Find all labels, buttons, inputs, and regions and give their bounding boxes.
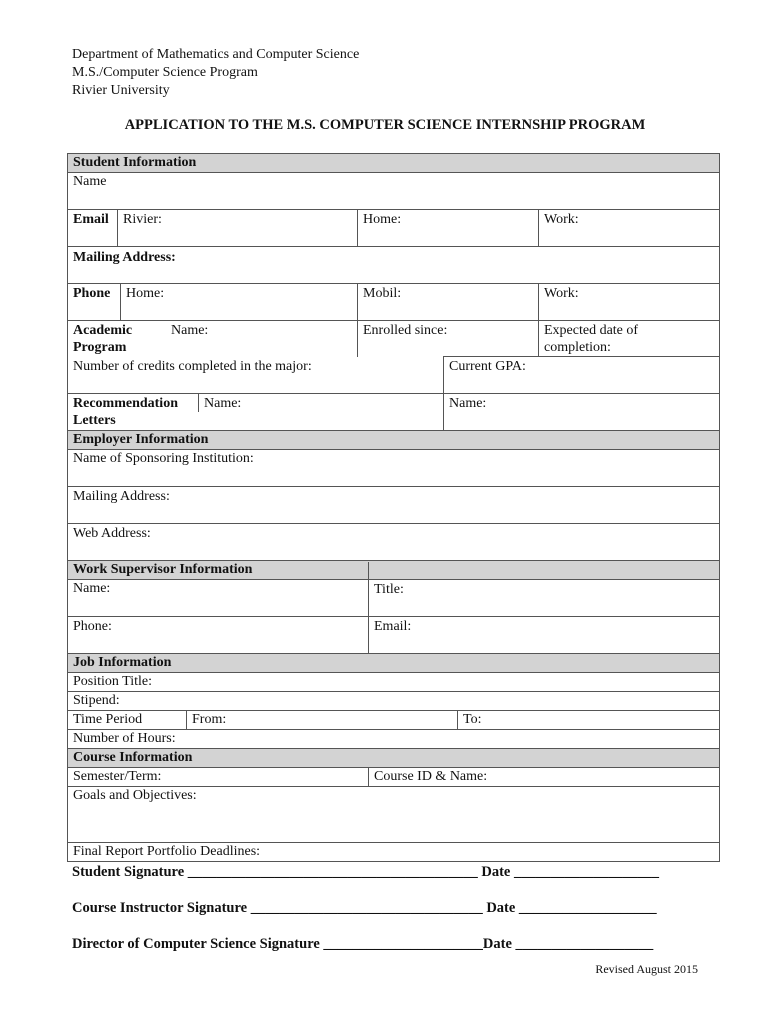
email-home-field[interactable]: Home: (357, 210, 538, 246)
section-work-supervisor: Work Supervisor Information (68, 561, 719, 580)
deadlines-field[interactable] (68, 843, 719, 862)
university-line: Rivier University (72, 83, 170, 98)
mailing-address-field[interactable] (68, 247, 719, 284)
recommendation-row (68, 394, 719, 431)
hours-label: Number of Hours: (73, 731, 176, 746)
student-signature-text: Student Signature ________________________________________ Date ____________________ (72, 864, 659, 880)
academic-program-label (68, 322, 137, 356)
email-rivier-field[interactable]: Rivier: (117, 210, 357, 246)
recommendation-label-line2: Letters (73, 413, 116, 428)
email-label: Email (73, 212, 109, 227)
supervisor-phone-field[interactable]: Phone: (73, 619, 112, 634)
stipend-label: Stipend: (73, 693, 120, 708)
expected-label-line1: Expected date of (544, 323, 639, 338)
director-signature-text: Director of Computer Science Signature ______________________Date ___________________ (72, 936, 654, 952)
hours-field[interactable] (68, 730, 719, 749)
current-gpa-field[interactable]: Current GPA: (443, 357, 719, 393)
academic-label-line2: Program (73, 340, 127, 355)
application-form (67, 153, 720, 862)
director-signature-line[interactable] (72, 936, 653, 953)
stipend-field[interactable] (68, 692, 719, 711)
academic-label-line1: Academic (73, 323, 133, 338)
document-header (72, 46, 359, 100)
supervisor-title-field[interactable]: Title: (368, 562, 719, 616)
employer-mailing-field[interactable] (68, 487, 719, 524)
instructor-signature-line[interactable] (72, 900, 657, 917)
supervisor-row-2 (68, 617, 719, 654)
email-row (68, 210, 719, 247)
recommendation-label (68, 394, 198, 430)
mailing-address-label: Mailing Address: (73, 250, 176, 265)
student-name-field[interactable] (68, 173, 719, 210)
department-line: Department of Mathematics and Computer Science (72, 47, 360, 62)
section-job-information: Job Information (68, 654, 719, 673)
sponsoring-institution-label: Name of Sponsoring Institution: (73, 451, 254, 466)
phone-mobil-field[interactable]: Mobil: (357, 284, 538, 320)
phone-row (68, 284, 719, 321)
position-title-field[interactable] (68, 673, 719, 692)
time-from-field[interactable]: From: (186, 711, 457, 729)
time-to-field[interactable]: To: (457, 711, 719, 729)
expected-label-line2: completion: (544, 340, 611, 355)
supervisor-email-field[interactable]: Email: (368, 617, 719, 653)
time-period-label: Time Period (73, 712, 143, 727)
enrolled-since-field[interactable]: Enrolled since: (357, 321, 538, 357)
position-title-label: Position Title: (73, 674, 152, 689)
web-address-field[interactable] (68, 524, 719, 561)
employer-mailing-label: Mailing Address: (73, 489, 170, 504)
student-signature-line[interactable] (72, 864, 659, 881)
course-row (68, 768, 719, 787)
supervisor-name-field[interactable]: Name: (73, 581, 111, 596)
section-course-information: Course Information (68, 749, 719, 768)
deadlines-label: Final Report Portfolio Deadlines: (73, 844, 261, 859)
goals-field[interactable] (68, 787, 719, 843)
student-name-label: Name (73, 174, 107, 189)
credits-field[interactable]: Number of credits completed in the major: (73, 359, 312, 374)
recommendation-name2-field[interactable]: Name: (443, 394, 719, 430)
course-id-field[interactable]: Course ID & Name: (368, 768, 719, 786)
section-student-information: Student Information (68, 154, 719, 173)
section-employer-information: Employer Information (68, 431, 719, 450)
sponsoring-institution-field[interactable] (68, 450, 719, 487)
program-line: M.S./Computer Science Program (72, 65, 258, 80)
revision-note: Revised August 2015 (595, 962, 698, 976)
semester-field[interactable]: Semester/Term: (73, 769, 162, 784)
time-period-row (68, 711, 719, 730)
expected-completion-field[interactable] (538, 321, 719, 357)
recommendation-name1-field[interactable]: Name: (198, 394, 443, 412)
page-title: APPLICATION TO THE M.S. COMPUTER SCIENCE INTERNSHIP PROGRAM (124, 117, 646, 133)
academic-name-field[interactable]: Name: (171, 323, 209, 338)
web-address-label: Web Address: (73, 526, 151, 541)
phone-label: Phone (73, 286, 111, 301)
phone-home-field[interactable]: Home: (120, 284, 357, 320)
email-work-field[interactable]: Work: (538, 210, 719, 246)
supervisor-row-1 (68, 580, 719, 617)
phone-work-field[interactable]: Work: (538, 284, 719, 320)
instructor-signature-text: Course Instructor Signature ________________________________ Date ___________________ (72, 900, 657, 916)
academic-program-block (68, 321, 719, 394)
recommendation-label-line1: Recommendation (73, 396, 178, 411)
goals-label: Goals and Objectives: (73, 788, 197, 803)
